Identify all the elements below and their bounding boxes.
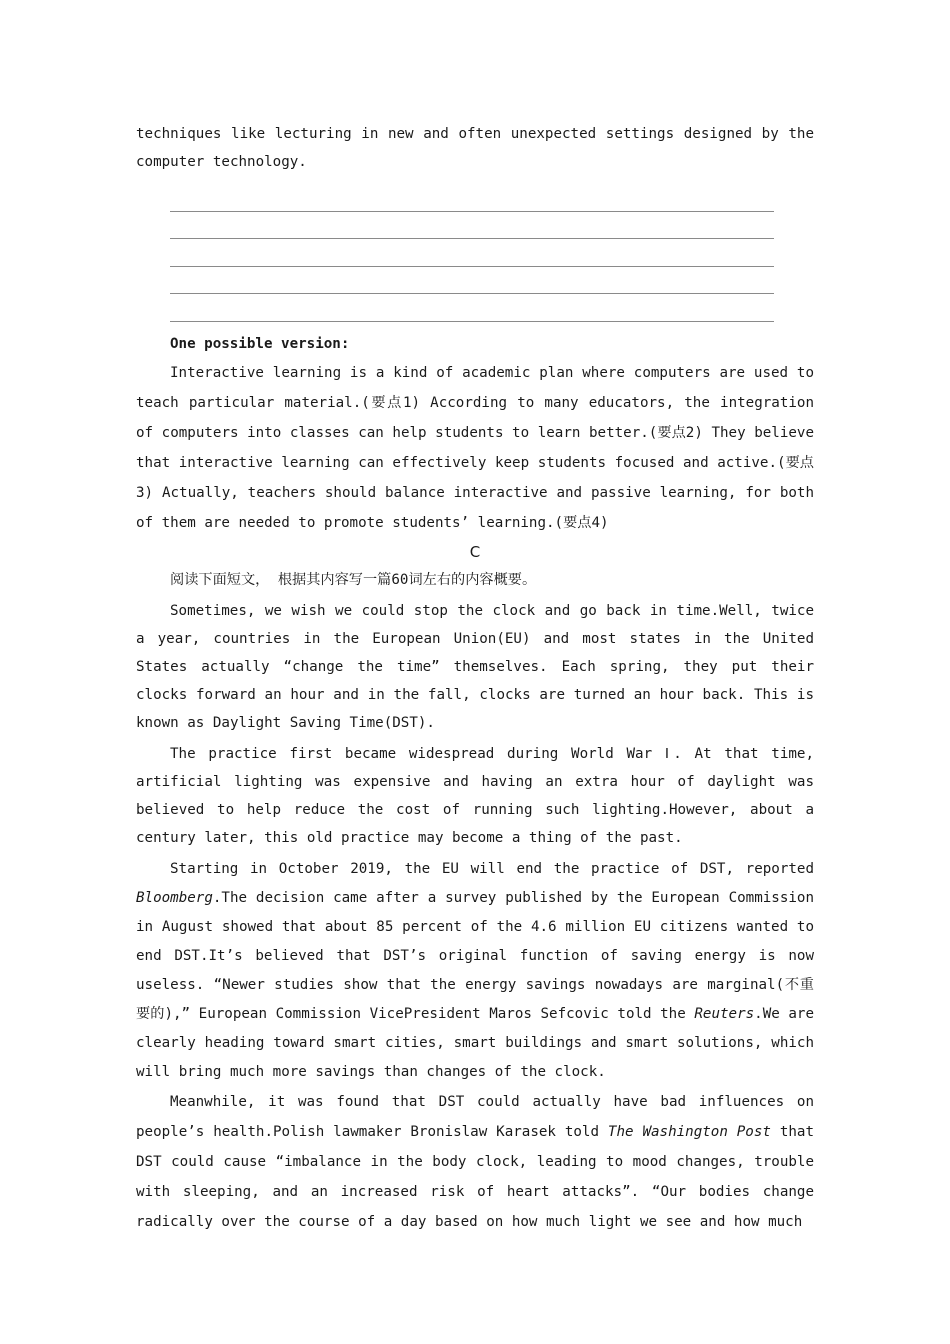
source-bloomberg: Bloomberg: [136, 889, 213, 906]
version-paragraph: Interactive learning is a kind of academic plan where computers are used to teach particular material.(要点1) According to many educators, the integration of computers into classes can help students to learn better.(要点2) They believe that interactive learning can effectively keep students focused and active.(要点3) Actually, teachers should balance interactive and passive learning, for both of them are needed to promote students’ learning.(要点4): [136, 364, 814, 531]
answer-line[interactable]: [170, 239, 774, 267]
answer-line[interactable]: [170, 184, 774, 212]
section-instruction: 阅读下面短文， 根据其内容写一篇60词左右的内容概要。: [170, 571, 537, 588]
source-washington-post: The Washington Post: [607, 1123, 771, 1140]
answer-line[interactable]: [170, 212, 774, 240]
section-heading: C: [469, 542, 481, 561]
intro-paragraph: techniques like lecturing in new and often unexpected settings designed by the computer technology.: [136, 126, 814, 170]
answer-line[interactable]: [170, 267, 774, 295]
passage-paragraph-1: Sometimes, we wish we could stop the clock and go back in time.Well, twice a year, countries in the European Union(EU) and most states in the United States actually “change the time” themselves. Each spring, they put their clocks forward an hour and in the fall, clocks are turned an hour back. This is known as Daylight Saving Time(DST).: [136, 602, 814, 731]
document-page: [136, 120, 814, 1237]
passage-paragraph-3: [136, 855, 814, 1087]
passage-paragraph-4: [136, 1087, 814, 1237]
p3-text-a: Starting in October 2019, the EU will end the practice of DST, reported: [170, 860, 814, 877]
passage-paragraph-2: The practice first became widespread during World War Ⅰ. At that time, artificial lighting was expensive and having an extra hour of daylight was believed to help reduce the cost of running such lighting.However, about a century later, this old practice may become a thing of the past.: [136, 745, 814, 846]
source-reuters: Reuters: [694, 1005, 755, 1022]
p3-text-b: .The decision came after a survey published by the European Commission in August showed that about 85 percent of the 4.6 million EU citizens wanted to end DST.It’s believed that DST’s original function of saving energy is now useless. “Newer studies show that the energy savings nowadays are marginal(不重要的),” European Commission VicePresident Maros Sefcovic told the: [136, 889, 814, 1022]
version-label: One possible version:: [170, 335, 350, 352]
answer-lines: [170, 184, 774, 322]
p4-text-b: that DST could cause “imbalance in the body clock, leading to mood changes, trouble with sleeping, and an increased risk of heart attacks”. “Our bodies change radically over the course of a day based on how much light we see and how much: [136, 1123, 814, 1230]
p3-text-c: .We are clearly heading toward smart cities, smart buildings and smart solutions, which will bring much more savings than changes of the clock.: [136, 1005, 814, 1080]
answer-line[interactable]: [170, 294, 774, 322]
p4-text-a: Meanwhile, it was found that DST could actually have bad influences on people’s health.Polish lawmaker Bronislaw Karasek told: [136, 1093, 814, 1140]
